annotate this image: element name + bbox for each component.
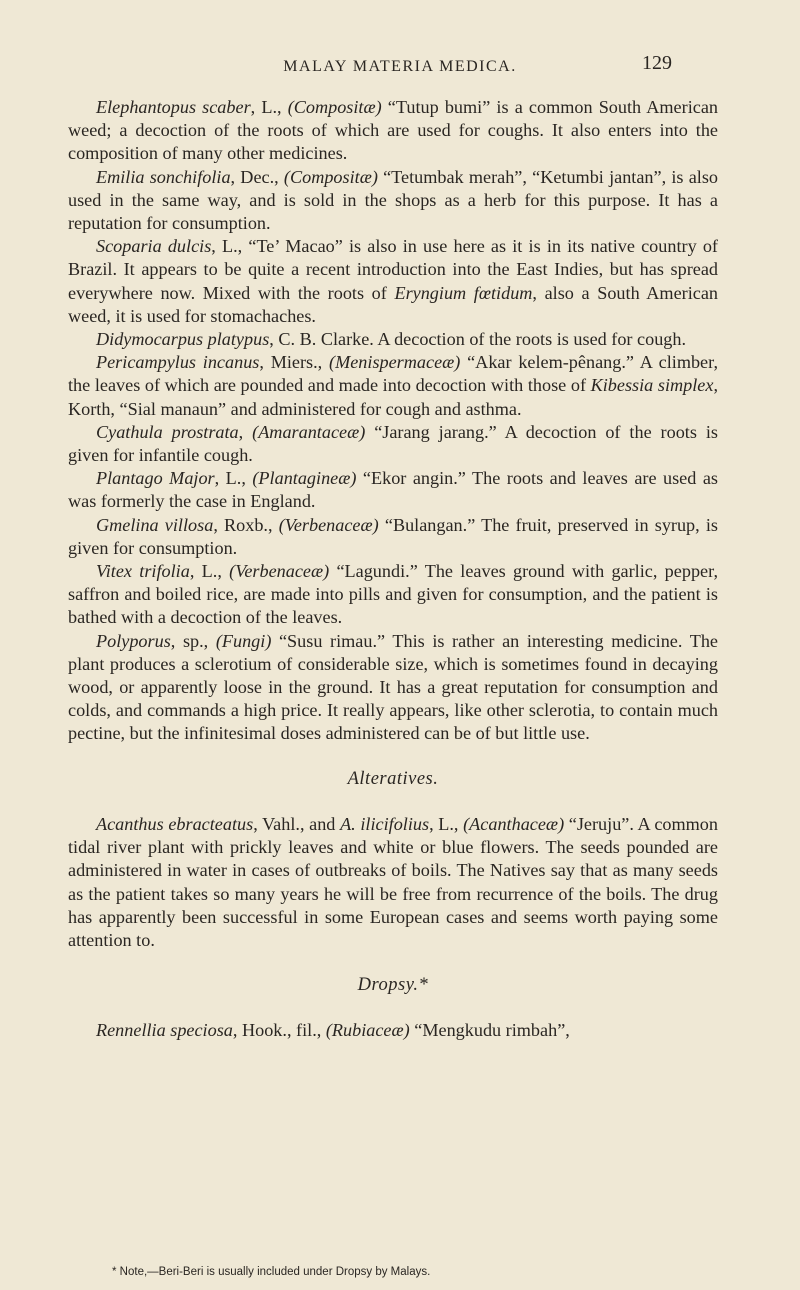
species-name: Elephantopus scaber <box>96 97 251 117</box>
entry-text: “Akar kelem-pênang.” A climber, the leaves of which are pounded and made into decoction with those of <box>68 352 719 396</box>
entry-text: “Ekor angin.” The roots and leaves are used as was formerly the case in England. <box>68 468 718 512</box>
entry-text: , also a South American weed, it is used for stomachaches. <box>68 282 718 326</box>
family-name: (Compositæ) <box>283 166 378 187</box>
species-name: Kibessia simplex <box>590 375 714 396</box>
entry-text: “Susu rimau.” This is rather an interesting medicine. The plant produces a sclerotium of considerable size, which is sometimes found in decaying wood, or apparently loose in the ground. It has a great reputation for consumption and colds, and commands a high price. It really appears, like other sclerotia, to contain much pectine, but the infinitesimal doses administered can be of but little use. <box>68 630 718 744</box>
author: , Dec., <box>230 166 284 187</box>
author: , L., <box>211 236 249 257</box>
species-name: Polyporus <box>96 630 171 651</box>
author: , sp., <box>170 630 216 651</box>
running-head: MALAY MATERIA MEDICA. <box>283 58 517 75</box>
entry-text: , Korth, “Sial manaun” and administered for cough and asthma. <box>68 375 718 419</box>
body-text <box>68 96 718 1043</box>
entry-elephantopus <box>68 96 718 166</box>
entry-text: A decoction of the roots is used for cough. <box>377 329 687 350</box>
entry-text: “Lagundi.” The leaves ground with garlic, pepper, saffron and boiled rice, are made into pills and given for consumption, and the patient is bathed with a decoction of the leaves. <box>68 561 718 628</box>
entry-text: “Bulangan.” The fruit, preserved in syrup, is given for consumption. <box>68 514 718 558</box>
entry-text: “Tetumbak merah”, “Ketumbi jantan”, is also used in the same way, and is sold in the shops as a herb for this purpose. It has a reputation for consumption. <box>68 166 718 234</box>
entry-text: “Jarang jarang.” A decoction of the roots is given for infantile cough. <box>68 421 718 466</box>
species-name: Scoparia dulcis <box>96 236 212 257</box>
entry-rennellia <box>68 1019 718 1042</box>
author: , Roxb., <box>213 514 279 535</box>
entry-vitex <box>68 560 718 630</box>
entry-text: “Te’ Macao” is also in use here as it is in its native country of Brazil. It appears to be quite a recent introduction into the East Indies, but has spread everywhere now. Mixed with the roots of <box>68 236 718 303</box>
entry-text: “Mengkudu rimbah”, <box>409 1020 570 1041</box>
entry-didymocarpus <box>68 328 718 351</box>
family-name: (Compositæ) <box>287 97 382 117</box>
entry-text: “Jeruju”. A common tidal river plant with prickly leaves and white or blue flowers. The seeds pounded are administered in water in cases of outbreaks of boils. The Natives say that as many seeds as the patient takes so many years he will be free from recurrence of the boils. The drug has apparently been successful in some European cases and seems worth paying some attention to. <box>68 813 718 950</box>
species-name: Didymocarpus platypus <box>96 329 270 350</box>
species-name: Plantago Major <box>96 468 215 489</box>
entry-pericampylus <box>68 351 718 421</box>
author: , Vahl., and <box>253 813 341 834</box>
author: , Hook., fil., <box>232 1020 326 1041</box>
family-name: (Fungi) <box>215 630 272 651</box>
species-name: Gmelina villosa <box>96 514 214 535</box>
entry-emilia <box>68 166 718 236</box>
entry-text: “Tutup bumi” is a common South American weed; a decoction of the roots of which are used for coughs. It also enters into the composition of many other medicines. <box>68 97 718 164</box>
footnote: * Note,—Beri-Beri is usually included under Dropsy by Malays. <box>112 1266 431 1278</box>
family-name: (Verbenaceæ) <box>229 561 330 582</box>
author: , C. B. Clarke. <box>269 329 378 350</box>
section-heading-alteratives: Alteratives. <box>347 768 439 789</box>
species-name: Emilia sonchifolia <box>96 166 231 187</box>
family-name: (Plantagineæ) <box>252 468 357 489</box>
entry-scoparia <box>68 235 718 328</box>
family-name: (Menispermaceæ) <box>329 352 461 373</box>
entry-plantago <box>68 467 718 513</box>
page-number: 129 <box>642 52 672 74</box>
family-name: (Acanthaceæ) <box>463 813 565 834</box>
author: , L., <box>214 468 253 489</box>
section-heading-dropsy: Dropsy.* <box>357 975 429 996</box>
family-name: (Verbenaceæ) <box>278 514 379 535</box>
family-name: (Rubiaceæ) <box>325 1020 410 1041</box>
species-name: A. ilicifolius <box>340 813 430 834</box>
species-name: Rennellia speciosa <box>96 1020 233 1041</box>
species-name: Vitex trifolia <box>96 561 190 582</box>
species-name: Eryngium fœtidum <box>394 282 533 303</box>
species-name: Cyathula prostrata <box>96 421 239 442</box>
species-name: Pericampylus incanus <box>96 352 260 373</box>
author: , L., <box>250 97 288 117</box>
author: , Miers., <box>259 352 330 373</box>
entry-gmelina <box>68 514 718 560</box>
author: , L., <box>189 561 230 582</box>
entry-polyporus <box>68 630 718 746</box>
family-name: (Amarantaceæ) <box>252 421 366 442</box>
entry-acanthus <box>68 813 718 952</box>
species-name: Acanthus ebracteatus <box>96 813 254 834</box>
author: , L., <box>429 813 464 834</box>
entry-cyathula <box>68 421 718 467</box>
author: , <box>238 421 253 442</box>
